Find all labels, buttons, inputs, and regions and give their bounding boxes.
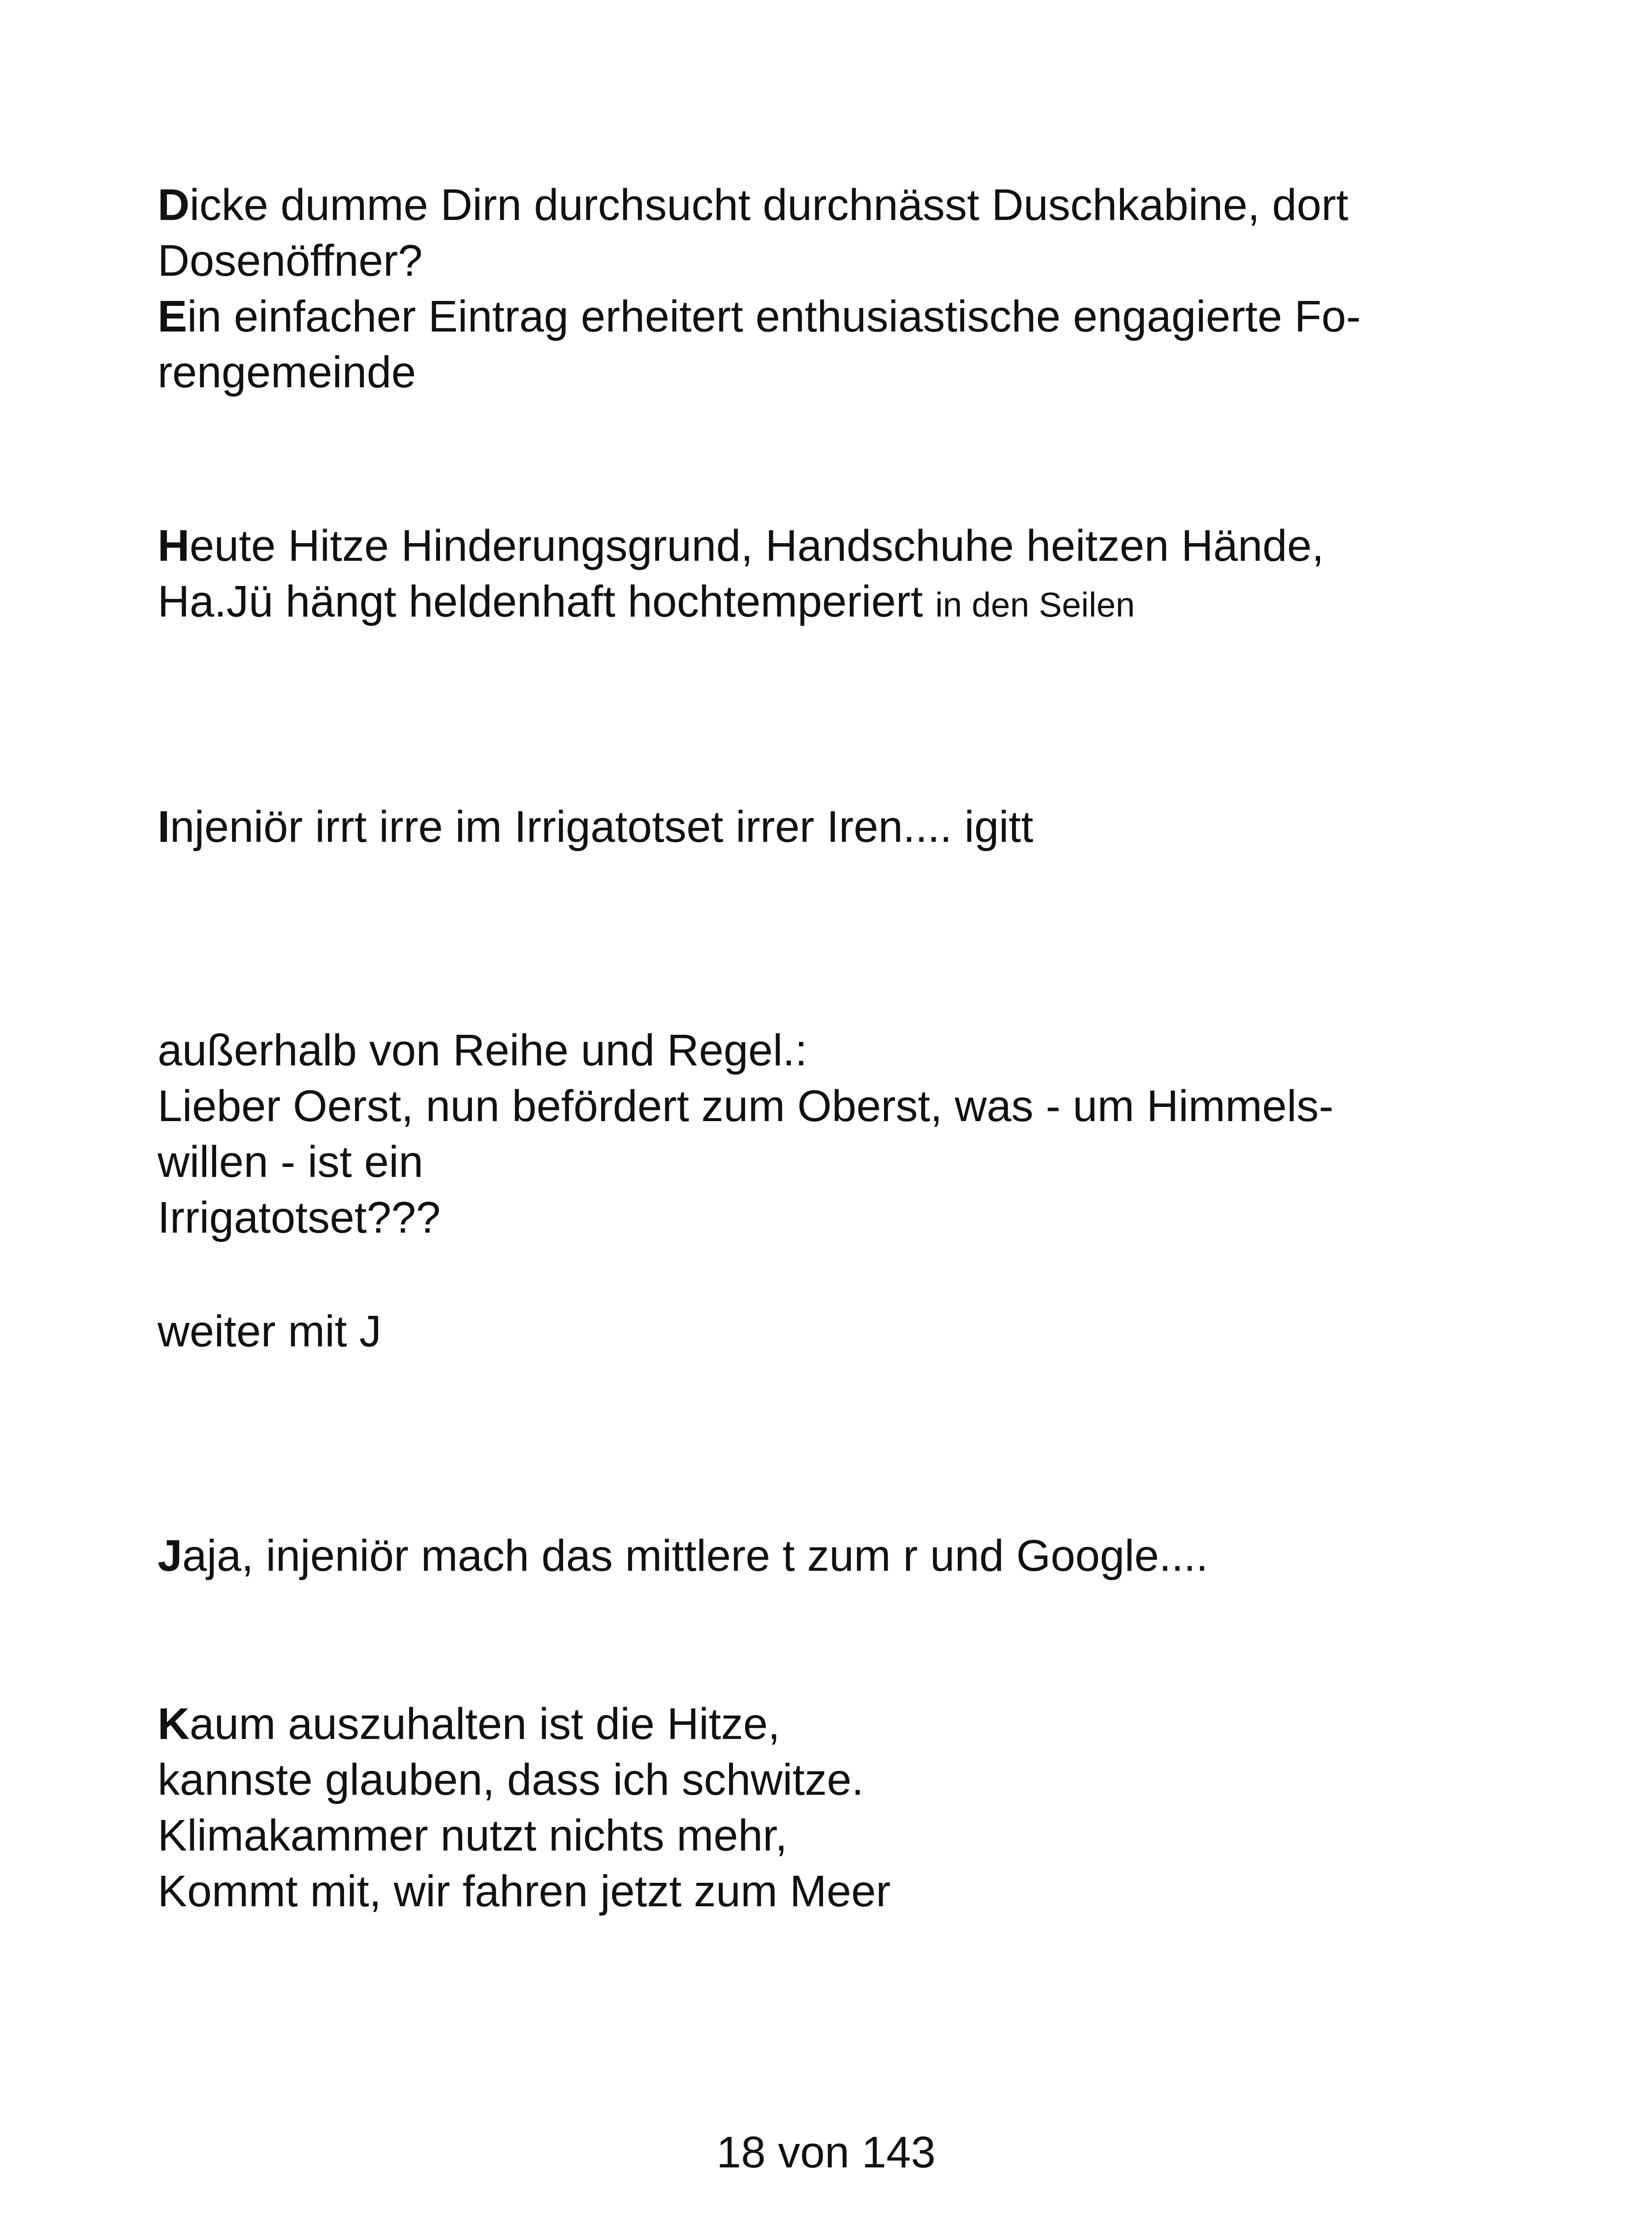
entry-h-line-2 [158, 574, 1508, 629]
entry-d [158, 177, 1508, 289]
entry-h [158, 518, 1508, 629]
entry-d-text-1: icke dumme Dirn durchsucht durchnässt Duschkabine, dort [189, 180, 1349, 230]
entry-h-text-1: eute Hitze Hinderungsgrund, Handschuhe heitzen Hände, [189, 521, 1324, 571]
entry-j-text-1: aja, injeniör mach das mittlere t zum r und Google.... [182, 1531, 1208, 1581]
entry-e-line-1 [158, 289, 1508, 344]
aside-line-1: außerhalb von Reihe und Regel.: [158, 1026, 807, 1075]
entry-h-line-1 [158, 518, 1508, 574]
aside-line-2: Lieber Oerst, nun befördert zum Oberst, was - um Himmels- [158, 1081, 1334, 1131]
aside-line-5: weiter mit J [158, 1307, 382, 1356]
entry-h-text-2: Ha.Jü hängt heldenhaft hochtemperiert [158, 577, 923, 626]
entry-j [158, 1528, 1508, 1584]
entry-d-line-2: Dosenöffner? [158, 236, 423, 285]
entry-k-line-3: Klimakammer nutzt nichts mehr, [158, 1811, 787, 1860]
entry-k-line-4: Kommt mit, wir fahren jetzt zum Meer [158, 1866, 891, 1916]
aside-line-4: Irrigatotset??? [158, 1193, 441, 1242]
entry-i-initial: I [158, 802, 170, 852]
entry-e-initial: E [158, 292, 187, 341]
aside-line-3: willen - ist ein [158, 1137, 424, 1187]
aside-note [158, 1022, 1508, 1245]
entry-j-initial: J [158, 1531, 182, 1581]
entry-i [158, 799, 1508, 855]
entry-e-line-2: rengemeinde [158, 347, 416, 397]
entry-j-line-1 [158, 1528, 1508, 1584]
entry-i-text-1: njeniör irrt irre im Irrigatotset irrer Iren.... igitt [170, 802, 1034, 852]
page-number: 18 von 143 [716, 2128, 936, 2177]
entry-k-initial: K [158, 1699, 190, 1749]
entry-h-initial: H [158, 521, 190, 571]
entry-d-initial: D [158, 180, 190, 230]
entry-h-text-2-small: in den Seilen [935, 585, 1135, 624]
entry-e [158, 289, 1508, 400]
entry-d-line-1 [158, 177, 1508, 233]
entry-e-text-1: in einfacher Eintrag erheitert enthusiastische engagierte Fo- [187, 292, 1361, 341]
entry-k-line-2: kannste glauben, dass ich schwitze. [158, 1755, 864, 1804]
entry-i-line-1 [158, 799, 1508, 855]
entry-k-line-1 [158, 1696, 1508, 1752]
aside-continue [158, 1303, 1508, 1359]
entry-k-text-1: aum auszuhalten ist die Hitze, [189, 1699, 780, 1749]
entry-k [158, 1696, 1508, 1919]
